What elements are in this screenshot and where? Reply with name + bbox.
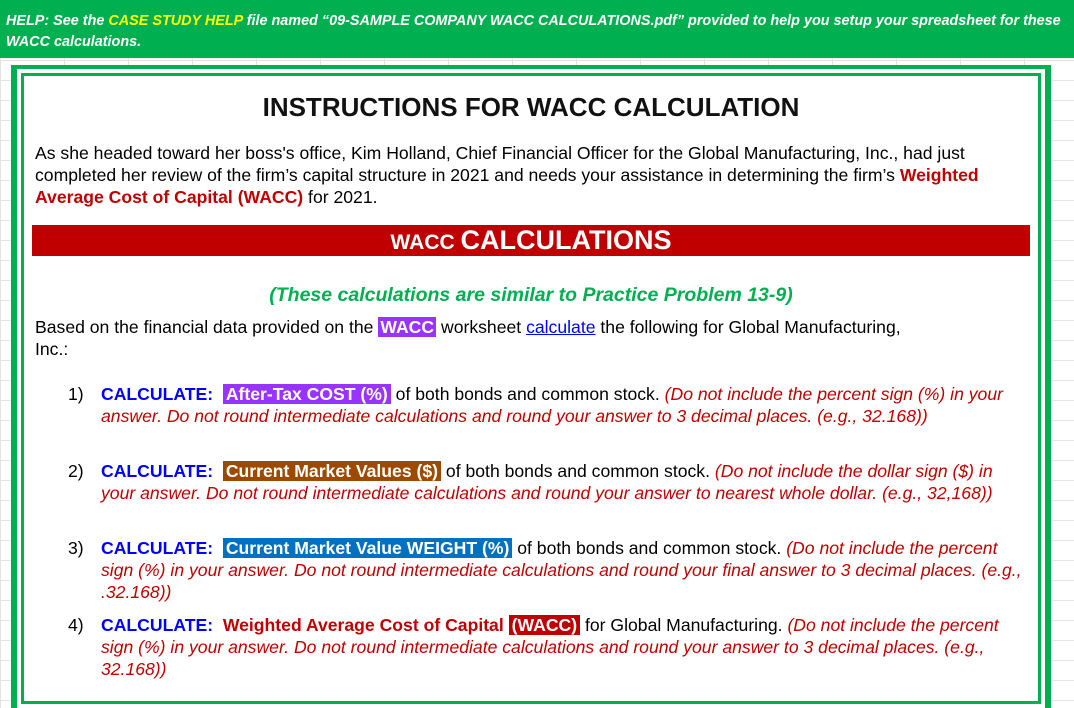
- instructions-panel: [21, 73, 1041, 704]
- heading-wacc: WACC: [390, 231, 461, 254]
- list-item: [68, 614, 1028, 680]
- item-number: 4): [68, 615, 84, 635]
- item-text: of both bonds and common stock.: [441, 461, 715, 481]
- help-suffix: file named “09-SAMPLE COMPANY WACC CALCULATIONS.pdf” provided to help you setup your spreadsheet for these WACC calculations.: [6, 13, 1061, 50]
- list-item: [68, 537, 1028, 603]
- based-text: Based on the financial data provided on the: [35, 317, 379, 337]
- help-prefix: HELP: See the: [6, 13, 109, 29]
- help-highlight: CASE STUDY HELP: [108, 13, 243, 29]
- calculate-label: CALCULATE:: [101, 615, 214, 635]
- frame-gap: [17, 69, 1045, 708]
- calculate-label: CALCULATE:: [101, 461, 214, 481]
- practice-problem-note: (These calculations are similar to Practice Problem 13-9): [269, 284, 793, 306]
- wacc-calculations-heading: [32, 225, 1030, 256]
- item-body: [101, 460, 1028, 504]
- item-number: 2): [68, 461, 84, 481]
- item-number: 3): [68, 538, 84, 558]
- calculate-label: CALCULATE:: [101, 538, 214, 558]
- item-text: of both bonds and common stock.: [512, 538, 787, 558]
- item-note: (Do not include the percent sign (%) in your answer. Do not round intermediate calculations and round your answer to 3 decimal places. (e.g., 32.168)): [101, 615, 999, 679]
- market-values-highlight: Current Market Values ($): [223, 461, 441, 481]
- item-text: for Global Manufacturing.: [580, 615, 788, 635]
- after-tax-cost-highlight: After-Tax COST (%): [223, 384, 391, 404]
- item-note: (Do not include the percent sign (%) in your answer. Do not round intermediate calculations and round your final answer to 3 decimal places. (e.g., .32.168)): [101, 538, 1022, 602]
- based-on-paragraph: [35, 316, 935, 360]
- item-body: [101, 614, 1028, 680]
- based-text-middle: worksheet: [436, 317, 527, 337]
- wacc-worksheet-tag: WACC: [380, 317, 435, 337]
- list-item: [68, 460, 1028, 504]
- intro-text-end: for 2021.: [303, 187, 378, 207]
- heading-calculations: CALCULATIONS: [460, 225, 672, 255]
- item-body: [101, 383, 1028, 427]
- instructions-content: [24, 76, 1038, 701]
- calculate-link[interactable]: calculate: [526, 317, 596, 337]
- item-note: (Do not include the dollar sign ($) in your answer. Do not round intermediate calculations and round your answer to nearest whole dollar. (e.g., 32,168)): [101, 461, 993, 503]
- item-note: (Do not include the percent sign (%) in your answer. Do not round intermediate calculations and round your answer to 3 decimal places. (e.g., 32.168)): [101, 384, 1003, 426]
- intro-paragraph: [35, 142, 1025, 208]
- wacc-highlight: (WACC): [509, 615, 580, 635]
- item-body: [101, 537, 1028, 603]
- intro-text: As she headed toward her boss's office, Kim Holland, Chief Financial Officer for the Global Manufacturing, Inc., had just completed her review of the firm’s capital structure in 2021 and needs your assistance in determining the firm’s: [35, 143, 965, 185]
- item-number: 1): [68, 384, 84, 404]
- help-banner: [0, 0, 1074, 58]
- intro-wacc-highlight: Weighted Average Cost of Capital (WACC): [35, 165, 979, 207]
- page-title: INSTRUCTIONS FOR WACC CALCULATION: [262, 92, 800, 122]
- wacc-label: Weighted Average Cost of Capital: [222, 615, 509, 635]
- instructions-frame: [11, 65, 1051, 708]
- based-text-end: the following for Global Manufacturing, Inc.:: [35, 317, 901, 359]
- item-text: of both bonds and common stock.: [390, 384, 665, 404]
- calculate-label: CALCULATE:: [101, 384, 214, 404]
- market-value-weight-highlight: Current Market Value WEIGHT (%): [223, 538, 513, 558]
- list-item: [68, 383, 1028, 427]
